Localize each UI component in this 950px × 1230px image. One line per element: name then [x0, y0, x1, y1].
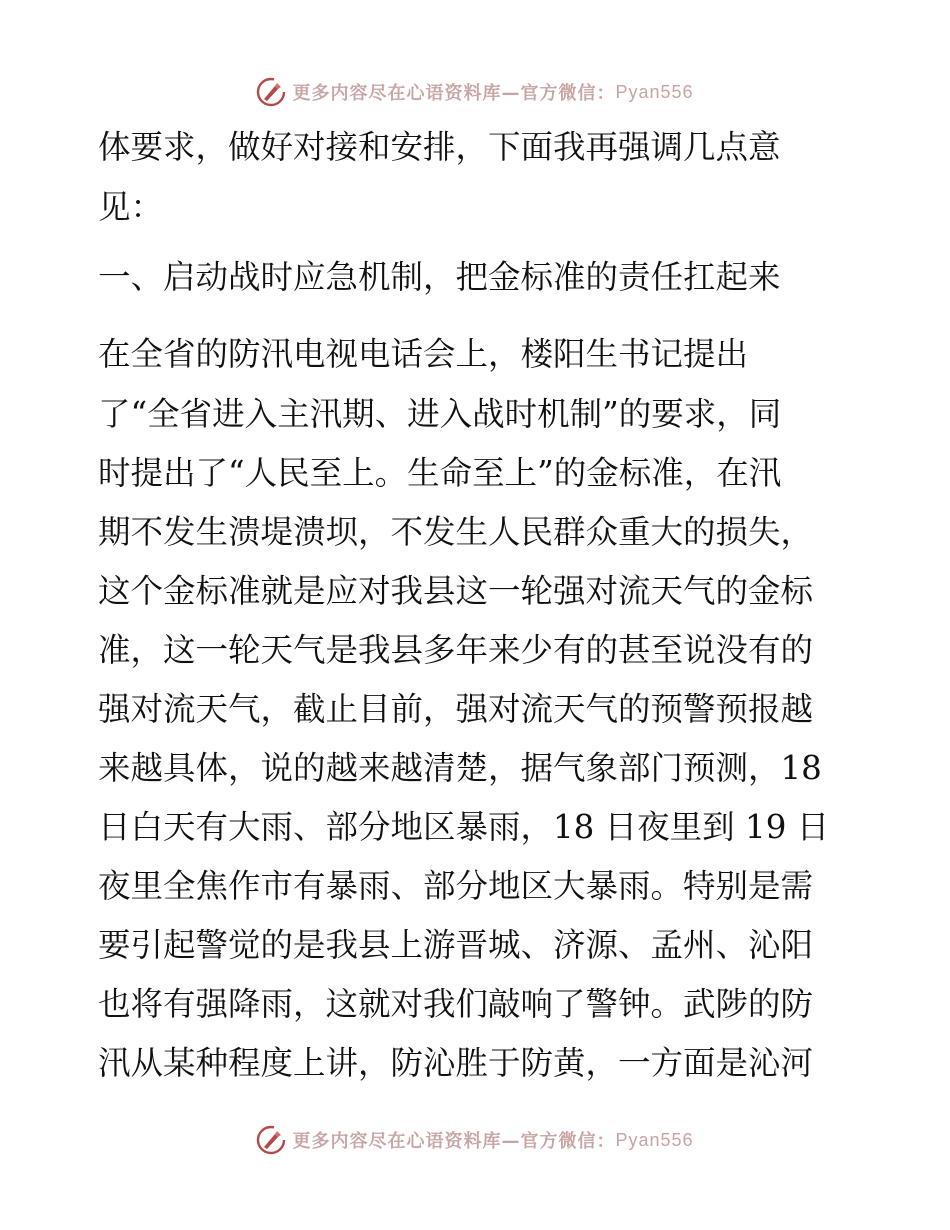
header-wechat-id: Pyan556	[615, 81, 694, 102]
header-banner-text: 更多内容尽在心语资料库—官方微信：	[292, 83, 616, 104]
header-watermark-banner	[0, 72, 950, 112]
body-line: 强对流天气，截止目前，强对流天气的预警预报越	[98, 690, 814, 728]
pen-logo-icon	[256, 77, 286, 107]
body-line: 汛从某种程度上讲，防沁胜于防黄，一方面是沁河	[98, 1044, 814, 1082]
body-line: 见：	[98, 188, 164, 226]
footer-watermark-banner	[0, 1120, 950, 1160]
footer-wechat-id: Pyan556	[615, 1129, 694, 1150]
body-line: 夜里全焦作市有暴雨、部分地区大暴雨。特别是需	[98, 867, 814, 905]
section-heading: 一、启动战时应急机制，把金标准的责任扛起来	[98, 258, 781, 296]
body-line: 期不发生溃堤溃坝，不发生人民群众重大的损失，	[98, 513, 814, 551]
pen-logo-icon	[256, 1125, 286, 1155]
body-line: 来越具体，说的越来越清楚，据气象部门预测，18	[98, 749, 822, 787]
footer-banner-text: 更多内容尽在心语资料库—官方微信：	[292, 1131, 616, 1152]
body-line: 在全省的防汛电视电话会上，楼阳生书记提出	[98, 335, 749, 373]
body-line: 也将有强降雨，这就对我们敲响了警钟。武陟的防	[98, 985, 814, 1023]
body-line: 了“全省进入主汛期、进入战时机制”的要求，同	[98, 395, 782, 433]
body-line: 体要求，做好对接和安排，下面我再强调几点意	[98, 128, 781, 166]
body-line: 准，这一轮天气是我县多年来少有的甚至说没有的	[98, 631, 814, 669]
body-line: 时提出了“人民至上。生命至上”的金标准，在汛	[98, 454, 782, 492]
body-line: 要引起警觉的是我县上游晋城、济源、孟州、沁阳	[98, 926, 814, 964]
body-line: 这个金标准就是应对我县这一轮强对流天气的金标	[98, 572, 814, 610]
body-line: 日白天有大雨、部分地区暴雨，18 日夜里到 19 日	[98, 808, 830, 846]
